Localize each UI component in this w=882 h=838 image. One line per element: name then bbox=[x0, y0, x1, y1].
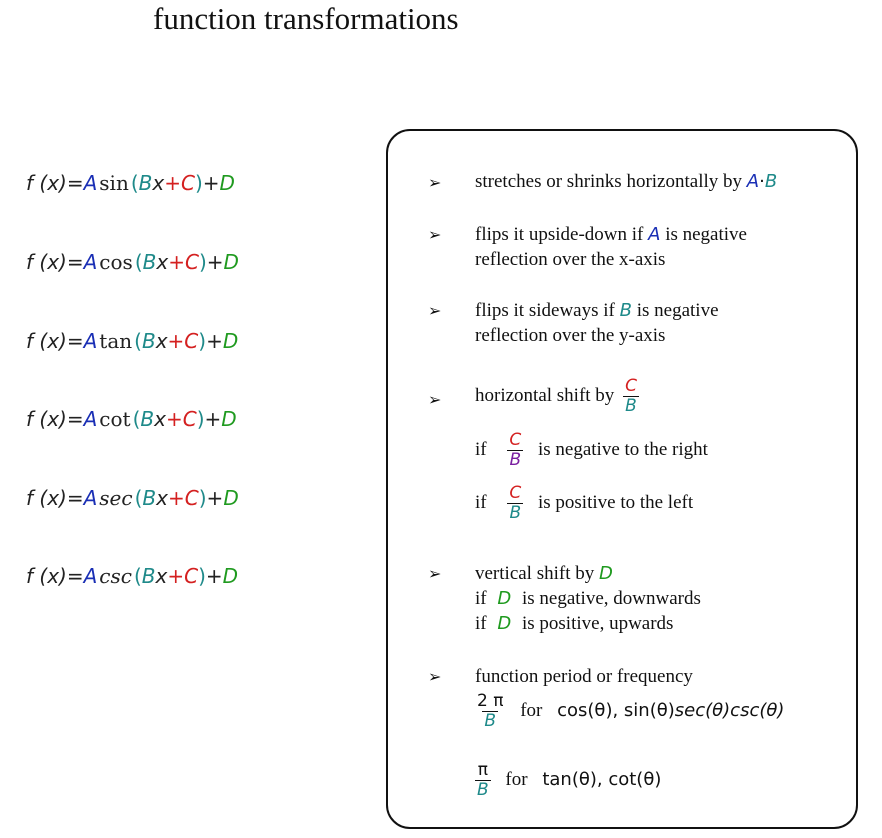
plus-sign: + bbox=[165, 407, 183, 431]
for-word: for bbox=[505, 768, 528, 790]
var-x: x bbox=[155, 329, 168, 353]
plus-sign: + bbox=[202, 171, 220, 195]
bullet-icon: ➢ bbox=[428, 301, 442, 320]
paren-close: ) bbox=[198, 329, 207, 353]
period-formula-2 bbox=[475, 761, 661, 800]
equation-lhs: f (x)= bbox=[26, 564, 84, 588]
equation-lhs: f (x)= bbox=[26, 171, 84, 195]
fraction-numerator: 2 π bbox=[477, 691, 504, 711]
var-a: A bbox=[746, 171, 760, 192]
fraction-denominator: B bbox=[477, 780, 489, 800]
coef-c: C bbox=[184, 564, 199, 588]
fraction-numerator: C bbox=[509, 483, 522, 503]
period-functions-1c: csc(θ) bbox=[730, 699, 785, 721]
coef-a: A bbox=[83, 250, 98, 274]
fraction-denominator: B bbox=[625, 396, 637, 416]
coef-d: D bbox=[221, 407, 237, 431]
paren-close: ) bbox=[198, 250, 207, 274]
period-functions-1b: sec(θ) bbox=[674, 699, 731, 721]
if-word: if bbox=[475, 613, 487, 634]
coef-c: C bbox=[181, 171, 195, 195]
fraction-pi-over-b bbox=[475, 761, 491, 800]
if-word: if bbox=[475, 588, 487, 609]
vertical-positive-text: is positive, upwards bbox=[521, 613, 674, 634]
period-functions-1: cos(θ), sin(θ) bbox=[557, 699, 675, 721]
function-name: sec bbox=[99, 486, 133, 510]
plus-sign: + bbox=[168, 486, 185, 510]
coef-a: A bbox=[83, 486, 98, 510]
plus-sign: + bbox=[164, 171, 181, 195]
horizontal-shift-text: horizontal shift by bbox=[475, 384, 615, 406]
paren-open: ( bbox=[134, 329, 142, 353]
coef-d: D bbox=[222, 564, 239, 588]
equation-sin bbox=[26, 171, 235, 195]
if-word: if bbox=[475, 438, 487, 460]
paren-close: ) bbox=[198, 486, 207, 510]
coef-c: C bbox=[182, 407, 197, 431]
var-x: x bbox=[156, 250, 169, 274]
flip-vertical-text-2: is negative bbox=[665, 224, 747, 245]
plus-sign: + bbox=[206, 486, 224, 510]
coef-c: C bbox=[184, 486, 199, 510]
coef-b: B bbox=[142, 486, 157, 510]
equation-cos bbox=[26, 250, 239, 274]
paren-open: ( bbox=[134, 250, 143, 274]
var-x: x bbox=[152, 171, 165, 195]
paren-close: ) bbox=[196, 407, 205, 431]
plus-sign: + bbox=[205, 564, 223, 588]
coef-d: D bbox=[222, 329, 239, 353]
function-name: cot bbox=[99, 407, 131, 431]
coef-b: B bbox=[138, 171, 153, 195]
flip-horizontal-text: flips it sideways if bbox=[475, 300, 615, 321]
function-name: sin bbox=[99, 171, 129, 195]
fraction-c-over-b bbox=[507, 431, 523, 470]
coef-b: B bbox=[142, 250, 157, 274]
flip-horizontal-item bbox=[475, 298, 719, 348]
period-functions-2: tan(θ), cot(θ) bbox=[542, 768, 662, 790]
fraction-c-over-b bbox=[507, 484, 523, 523]
function-name: cos bbox=[99, 250, 133, 274]
negative-shift-text: is negative to the right bbox=[537, 438, 708, 460]
coef-a: A bbox=[83, 407, 98, 431]
horizontal-shift-item bbox=[475, 377, 643, 416]
equation-lhs: f (x)= bbox=[26, 407, 84, 431]
equation-csc bbox=[26, 564, 238, 588]
coef-a: A bbox=[83, 171, 98, 195]
coef-b: B bbox=[141, 564, 156, 588]
horizontal-shift-positive bbox=[475, 484, 693, 523]
fraction-2pi-over-b bbox=[475, 692, 505, 731]
for-word: for bbox=[520, 699, 543, 721]
horizontal-shift-negative bbox=[475, 431, 708, 470]
fraction-numerator: π bbox=[477, 760, 488, 780]
plus-sign: + bbox=[167, 564, 185, 588]
coef-c: C bbox=[184, 250, 199, 274]
equation-sec bbox=[26, 486, 239, 510]
equation-lhs: f (x)= bbox=[26, 486, 84, 510]
plus-sign: + bbox=[168, 250, 185, 274]
coef-d: D bbox=[223, 486, 239, 510]
flip-vertical-note: reflection over the x-axis bbox=[475, 249, 666, 270]
page-title: function transformations bbox=[153, 1, 459, 36]
coef-c: C bbox=[184, 329, 199, 353]
bullet-icon: ➢ bbox=[428, 564, 442, 583]
flip-horizontal-text-2: is negative bbox=[636, 300, 719, 321]
coef-a: A bbox=[83, 329, 98, 353]
vertical-shift-item bbox=[475, 561, 701, 636]
plus-sign: + bbox=[204, 407, 222, 431]
fraction-numerator: C bbox=[625, 376, 637, 396]
var-x: x bbox=[155, 564, 168, 588]
stretch-item bbox=[475, 169, 777, 194]
positive-shift-text: is positive to the left bbox=[537, 491, 694, 513]
paren-open: ( bbox=[133, 564, 142, 588]
fraction-denominator: B bbox=[509, 450, 522, 470]
coef-b: B bbox=[141, 329, 156, 353]
var-d: D bbox=[599, 563, 613, 584]
plus-sign: + bbox=[206, 329, 223, 353]
var-a: A bbox=[648, 224, 661, 245]
bullet-icon: ➢ bbox=[428, 173, 442, 192]
var-x: x bbox=[154, 407, 166, 431]
paren-open: ( bbox=[130, 171, 139, 195]
paren-open: ( bbox=[134, 486, 143, 510]
fraction-denominator: B bbox=[484, 711, 497, 731]
dot-operator: · bbox=[759, 171, 765, 192]
paren-close: ) bbox=[194, 171, 203, 195]
if-word: if bbox=[475, 491, 487, 513]
period-item bbox=[475, 664, 693, 689]
equation-cot bbox=[26, 407, 237, 431]
flip-horizontal-note: reflection over the y-axis bbox=[475, 325, 666, 346]
coef-b: B bbox=[140, 407, 155, 431]
bullet-icon: ➢ bbox=[428, 225, 442, 244]
flip-vertical-text: flips it upside-down if bbox=[475, 224, 644, 245]
function-name: tan bbox=[99, 329, 133, 353]
plus-sign: + bbox=[167, 329, 185, 353]
vertical-negative-text: is negative, downwards bbox=[521, 588, 701, 609]
vertical-shift-text: vertical shift by bbox=[475, 563, 595, 584]
var-b: B bbox=[619, 300, 632, 321]
var-x: x bbox=[156, 486, 168, 510]
paren-open: ( bbox=[132, 407, 141, 431]
equation-lhs: f (x)= bbox=[26, 250, 84, 274]
fraction-numerator: C bbox=[509, 430, 522, 450]
flip-vertical-item bbox=[475, 222, 747, 272]
coef-d: D bbox=[223, 250, 239, 274]
coef-d: D bbox=[219, 171, 235, 195]
function-name: csc bbox=[99, 564, 132, 588]
stretch-text: stretches or shrinks horizontally by bbox=[475, 171, 743, 192]
fraction-denominator: B bbox=[509, 503, 522, 523]
equation-lhs: f (x)= bbox=[26, 329, 84, 353]
coef-a: A bbox=[83, 564, 98, 588]
var-d: D bbox=[497, 613, 512, 634]
paren-close: ) bbox=[198, 564, 206, 588]
plus-sign: + bbox=[206, 250, 224, 274]
period-text: function period or frequency bbox=[475, 666, 693, 687]
bullet-icon: ➢ bbox=[428, 390, 442, 409]
fraction-c-over-b bbox=[623, 377, 639, 416]
var-d: D bbox=[497, 588, 512, 609]
equation-tan bbox=[26, 329, 238, 353]
period-formula-1 bbox=[475, 692, 784, 731]
var-b: B bbox=[764, 171, 778, 192]
bullet-icon: ➢ bbox=[428, 667, 442, 686]
